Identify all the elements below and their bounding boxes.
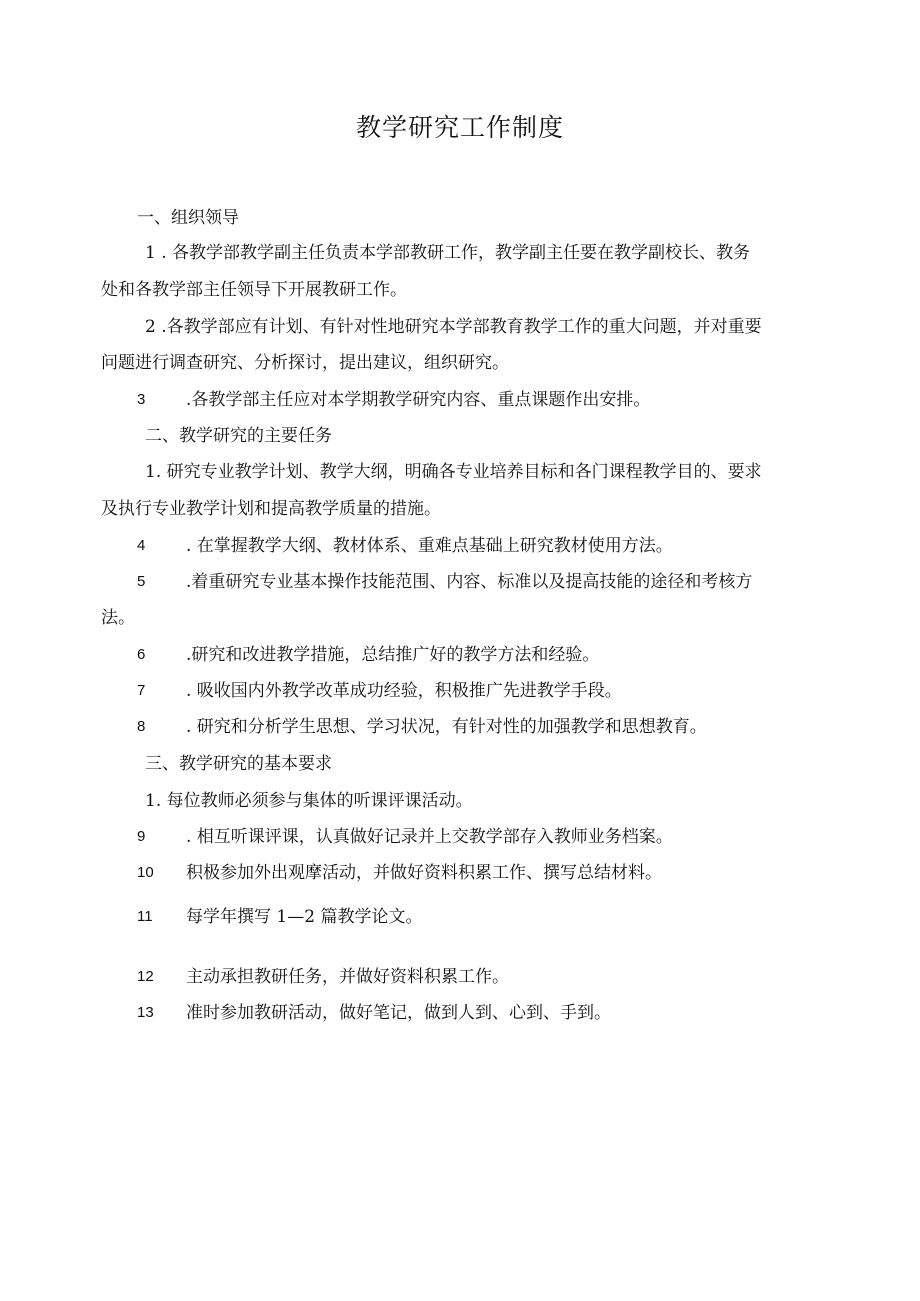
item-number: 3 bbox=[137, 391, 146, 408]
paragraph-line: 2 .各教学部应有计划、有针对性地研究本学部教育教学工作的重大问题，并对重要 bbox=[145, 317, 762, 337]
item-number: 13 bbox=[137, 1004, 154, 1021]
item-number: 12 bbox=[137, 968, 154, 985]
document-title: 教学研究工作制度 bbox=[355, 113, 564, 142]
paragraph-line: 及执行专业教学计划和提高教学质量的措施。 bbox=[101, 499, 441, 519]
item-number: 4 bbox=[137, 537, 146, 554]
item-number: 6 bbox=[137, 646, 146, 663]
item-text: . 相互听课评课，认真做好记录并上交教学部存入教师业务档案。 bbox=[186, 827, 673, 847]
item-number: 11 bbox=[137, 908, 153, 925]
section-heading-main-tasks: 二、教学研究的主要任务 bbox=[145, 426, 332, 446]
paragraph-line: 处和各教学部主任领导下开展教研工作。 bbox=[101, 280, 407, 300]
paragraph-line: 1. 研究专业教学计划、教学大纲，明确各专业培养目标和各门课程教学目的、要求 bbox=[145, 462, 762, 482]
item-text: 主动承担教研任务，并做好资料积累工作。 bbox=[186, 967, 509, 987]
paragraph-line: 1. 每位教师必须参与集体的听课评课活动。 bbox=[145, 791, 473, 811]
item-text: 准时参加教研活动，做好笔记，做到人到、心到、手到。 bbox=[186, 1003, 611, 1023]
item-text: . 研究和分析学生思想、学习状况，有针对性的加强教学和思想教育。 bbox=[186, 717, 707, 737]
item-text: .着重研究专业基本操作技能范围、内容、标准以及提高技能的途径和考核方 bbox=[186, 572, 753, 592]
item-text: . 在掌握教学大纲、教材体系、重难点基础上研究教材使用方法。 bbox=[186, 536, 673, 556]
paragraph-line: 问题进行调查研究、分析探讨，提出建议，组织研究。 bbox=[101, 353, 509, 373]
item-number: 10 bbox=[137, 864, 154, 881]
item-number: 5 bbox=[137, 573, 146, 590]
item-number: 7 bbox=[137, 682, 146, 699]
section-heading-organization: 一、组织领导 bbox=[137, 208, 239, 228]
paragraph-line: 1 . 各教学部教学副主任负责本学部教研工作，教学副主任要在教学副校长、教务 bbox=[145, 243, 751, 263]
item-number: 9 bbox=[137, 828, 146, 845]
item-text: .研究和改进教学措施，总结推广好的教学方法和经验。 bbox=[186, 645, 600, 665]
item-number: 8 bbox=[137, 718, 146, 735]
item-text: .各教学部主任应对本学期教学研究内容、重点课题作出安排。 bbox=[186, 390, 651, 410]
item-text: 每学年撰写 1—2 篇教学论文。 bbox=[186, 907, 423, 927]
section-heading-basic-requirements: 三、教学研究的基本要求 bbox=[145, 754, 332, 774]
item-text: 积极参加外出观摩活动，并做好资料积累工作、撰写总结材料。 bbox=[186, 863, 662, 883]
paragraph-line: 法。 bbox=[101, 608, 135, 628]
item-text: . 吸收国内外教学改革成功经验，积极推广先进教学手段。 bbox=[186, 681, 622, 701]
